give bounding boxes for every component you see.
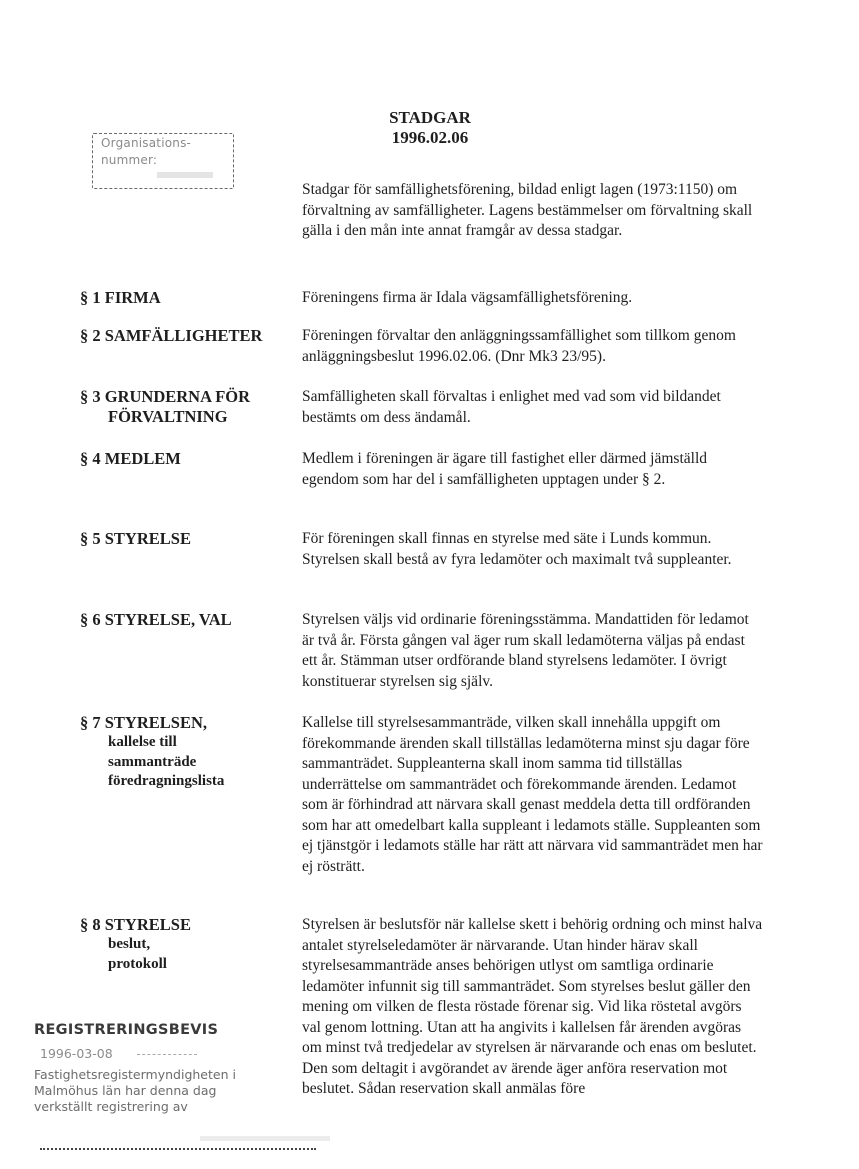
section-heading-7 (80, 713, 295, 792)
section-text-1: Föreningens firma är Idala vägsamfällighetsförening. (302, 289, 633, 306)
section-heading-4 (80, 449, 295, 469)
registration-date-row (34, 1046, 284, 1061)
stamp-label-line1: Organisations- (101, 136, 192, 150)
section-heading-sub: föredragningslista (108, 773, 225, 789)
section-text-5: För föreningen skall finnas en styrelse med säte i Lunds kommun. Styrelsen skall bestå av fyra ledamöter och maximalt två suppleanter. (302, 530, 732, 568)
registration-text (34, 1067, 284, 1115)
section-heading-text: § 8 STYRELSE (80, 915, 191, 934)
intro-paragraph: Stadgar för samfällighetsförening, bildad enligt lagen (1973:1150) om förvaltning av samfälligheter. Lagens bestämmelser om förvaltning skall gälla i den mån inte annat framgår av dessa stadgar. (302, 181, 753, 239)
registration-line: verkställt registrering av (34, 1099, 188, 1114)
section-heading-8 (80, 915, 295, 974)
section-text-7: Kallelse till styrelsesammanträde, vilken skall innehålla uppgift om förekommande ärenden skall tillställas ledamöterna minst sju dagar före sammanträdet. Suppleanterna skall inom samma tid tillställas underrättelse om sammanträdet och förekommande ärenden. Ledamot som är förhindrad att närvara skall genast meddela detta till ordföranden som har att omedelbart kalla suppleant i ledamots ställe. Suppleanten som ej tjänstgör i ledamots ställe har rätt att närvara vid sammanträdet men har ej rösträtt. (302, 714, 763, 875)
document-title: STADGAR (389, 108, 471, 127)
section-text-6: Styrelsen väljs vid ordinarie föreningsstämma. Mandattiden för ledamot är två år. Första gången val äger rum skall ledamöterna väljas på endast ett år. Stämman utser ordförande bland styrelsens ledamöter. I övrigt konstituerar styrelsen sig själv. (302, 611, 749, 690)
stamp-label-line2: nummer: (101, 153, 158, 167)
document-date: 1996.02.06 (391, 128, 469, 147)
section-heading-3 (80, 387, 295, 427)
section-text-4: Medlem i föreningen är ägare till fastighet eller därmed jämställd egendom som har del i samfälligheten upptagen under § 2. (302, 450, 707, 488)
organisation-number-stamp (92, 133, 234, 189)
section-heading-sub: kallelse till (108, 734, 177, 750)
section-text-8: Styrelsen är beslutsför när kallelse skett i behörig ordning och minst halva antalet styrelseledamöter är närvarande. Utan hinder härav skall styrelsesammanträde anses behörigen utlyst om samtliga ordinarie ledamöter infunnit sig till sammanträdet. Som styrelses beslut gäller den mening om vilken de flesta röstade förenar sig. Vid lika röstetal avgörs val genom lottning. Utan att ha angivits i kallelsen får ärenden avgöras om minst två tredjedelar av styrelsen är närvarande och enas om beslutet. Den som deltagit i avgörandet av ärende äger anföra reservation mot beslutet. Sådan reservation skall anmälas före (302, 916, 763, 1097)
section-heading-sub: sammanträde (108, 753, 197, 770)
scan-smudge (200, 1136, 330, 1141)
section-heading-1 (80, 288, 295, 308)
section-heading-text: § 5 STYRELSE (80, 529, 191, 548)
section-text-2: Föreningen förvaltar den anläggningssamfällighet som tillkom genom anläggningsbeslut 1996.02.06. (Dnr Mk3 23/95). (302, 327, 736, 365)
section-heading-sub: FÖRVALTNING (108, 407, 228, 426)
registration-line: Fastighetsregistermyndigheten i (34, 1067, 236, 1082)
section-heading-5 (80, 529, 295, 549)
signature-dotted-line (40, 1148, 316, 1150)
section-heading-sub: beslut, (108, 936, 151, 952)
section-heading-text: § 6 STYRELSE, VAL (80, 610, 232, 629)
registration-title: REGISTRERINGSBEVIS (34, 1022, 219, 1038)
section-text-3: Samfälligheten skall förvaltas i enlighet med vad som vid bildandet bestämts om dess ändamål. (302, 388, 721, 426)
registration-stamp (34, 1022, 284, 1115)
section-heading-text: § 7 STYRELSEN, (80, 713, 207, 732)
section-heading-text: § 4 MEDLEM (80, 449, 181, 468)
stamp-faded-number (157, 172, 213, 178)
section-heading-sub: protokoll (108, 955, 167, 972)
registration-date-dash (137, 1054, 197, 1055)
section-heading-text: § 3 GRUNDERNA FÖR (80, 387, 251, 406)
registration-line: Malmöhus län har denna dag (34, 1083, 217, 1098)
section-heading-text: § 1 FIRMA (80, 288, 161, 307)
section-heading-6 (80, 610, 295, 630)
registration-date: 1996-03-08 (40, 1046, 113, 1061)
section-heading-text: § 2 SAMFÄLLIGHETER (80, 326, 263, 345)
section-heading-2 (80, 326, 295, 346)
